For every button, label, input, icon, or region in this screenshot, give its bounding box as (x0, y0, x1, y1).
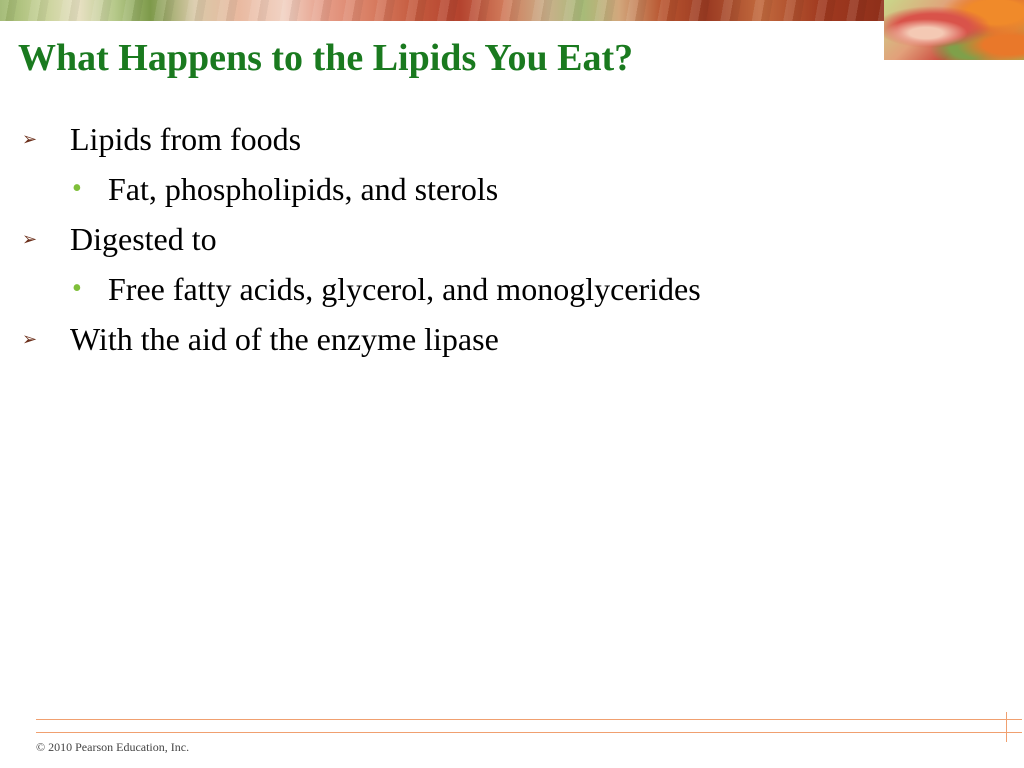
copyright-footer: © 2010 Pearson Education, Inc. (36, 740, 190, 754)
dot-bullet-icon: • (72, 173, 82, 204)
sub-bullet-text: Fat, phospholipids, and sterols (108, 171, 499, 207)
header-photo-strip (0, 0, 884, 21)
sub-bullet-text: Free fatty acids, glycerol, and monoglycerides (108, 271, 701, 307)
footer-rule-top (36, 719, 1022, 720)
dot-bullet-icon: • (72, 273, 82, 304)
arrow-bullet-icon: ➢ (22, 129, 38, 149)
corner-food-image (884, 0, 1024, 60)
slide-title: What Happens to the Lipids You Eat? (18, 37, 634, 79)
bullet-text: With the aid of the enzyme lipase (70, 321, 499, 357)
bullet-text: Lipids from foods (70, 121, 302, 157)
footer-rule-bottom (36, 732, 1022, 733)
footer-rule-tick (1006, 712, 1007, 742)
arrow-bullet-icon: ➢ (22, 229, 38, 249)
arrow-bullet-icon: ➢ (22, 329, 38, 349)
bullet-text: Digested to (70, 221, 217, 257)
